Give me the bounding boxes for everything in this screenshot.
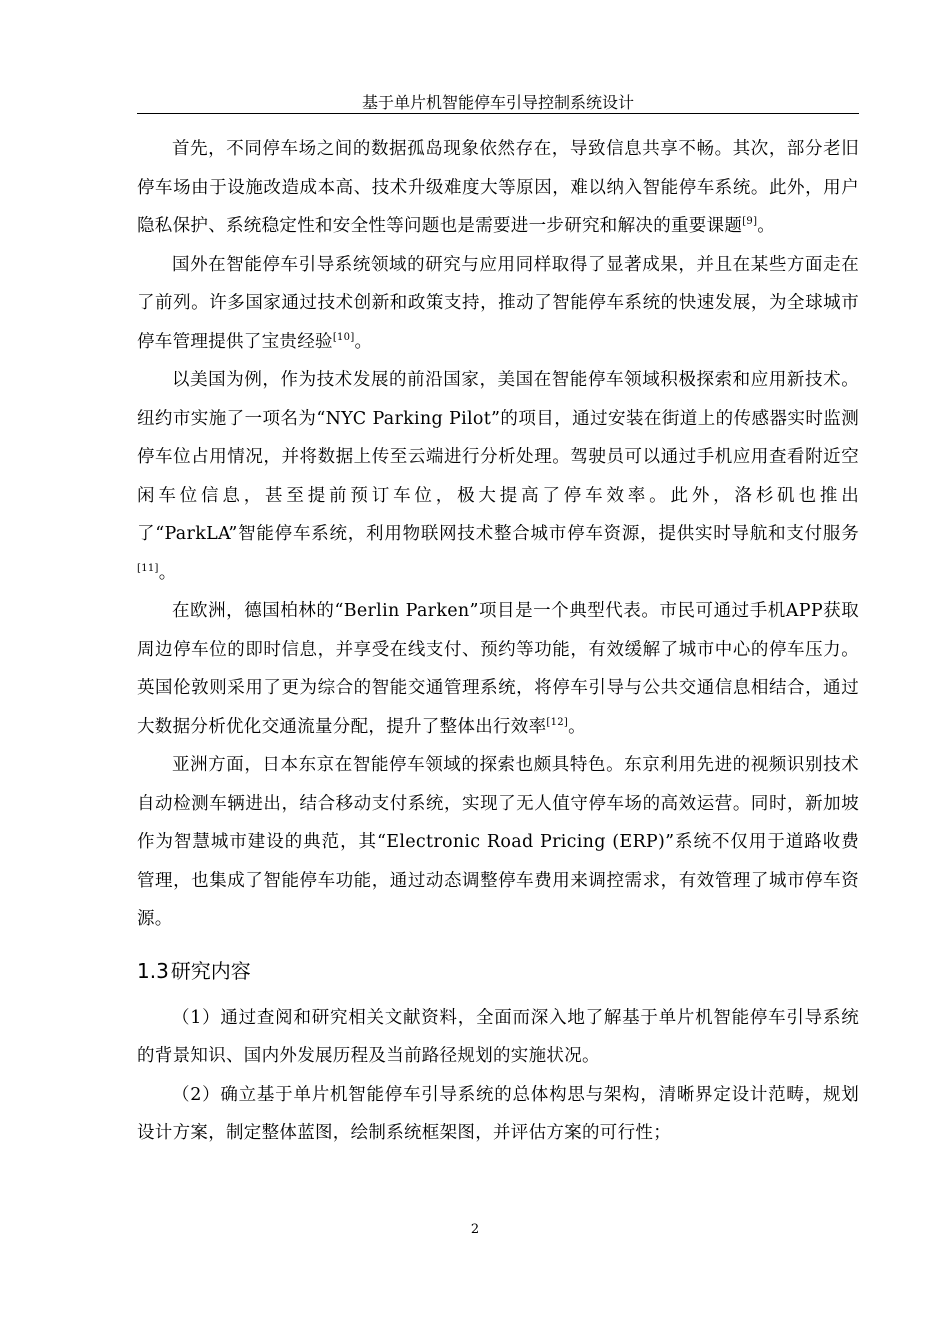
header-rule bbox=[137, 113, 859, 114]
citation: [12] bbox=[546, 716, 569, 728]
paragraph-text: 以美国为例，作为技术发展的前沿国家，美国在智能停车领域积极探索和应用新技术。纽约市实施了一项名为“NYC Parking Pilot”的项目，通过安装在街道上的传感器实时监测停车位占用情况，并将数据上传至云端进行分析处理。驾驶员可以通过手机应用查看附近空闲车位信息，甚至提前预订车位，极大提高了停车效率。此外，洛杉矶也推出了“ParkLA”智能停车系统，利用物联网技术整合城市停车资源，提供实时导航和支付服务 bbox=[137, 370, 859, 544]
section-number: 1.3 bbox=[137, 958, 169, 983]
paragraph-europe-example bbox=[137, 592, 859, 746]
paragraph-text: 国外在智能停车引导系统领域的研究与应用同样取得了显著成果，并且在某些方面走在了前列。许多国家通过技术创新和政策支持，推动了智能停车系统的快速发展，为全球城市停车管理提供了宝贵经验 bbox=[137, 254, 859, 352]
paragraph-usa-example bbox=[137, 361, 859, 592]
body-text bbox=[137, 130, 859, 1153]
paragraph-asia-example bbox=[137, 746, 859, 939]
running-header: 基于单片机智能停车引导控制系统设计 bbox=[361, 93, 634, 112]
paragraph-text: 亚洲方面，日本东京在智能停车领域的探索也颇具特色。东京利用先进的视频识别技术自动检测车辆进出，结合移动支付系统，实现了无人值守停车场的高效运营。同时，新加坡作为智慧城市建设的典范，其“Electronic Road Pricing (ERP)”系统不仅用于道路收费管理，也集成了智能停车功能，通过动态调整停车费用来调控需求，有效管理了城市停车资源。 bbox=[137, 755, 859, 929]
paragraph-foreign-research bbox=[137, 246, 859, 362]
paragraph-end: 。 bbox=[158, 562, 177, 583]
paragraph-end: 。 bbox=[354, 331, 373, 352]
citation: [9] bbox=[742, 216, 758, 227]
list-item: （2）确立基于单片机智能停车引导系统的总体构思与架构，清晰界定设计范畴，规划设计方案，制定整体蓝图，绘制系统框架图，并评估方案的可行性； bbox=[137, 1084, 859, 1143]
paragraph-data-silos bbox=[137, 130, 859, 246]
citation: [11] bbox=[137, 562, 159, 574]
paragraph-end: 。 bbox=[757, 216, 776, 236]
citation: [10] bbox=[332, 331, 355, 343]
list-item: （1）通过查阅和研究相关文献资料，全面而深入地了解基于单片机智能停车引导系统的背景知识、国内外发展历程及当前路径规划的实施状况。 bbox=[137, 1007, 859, 1066]
paragraph-text: 在欧洲，德国柏林的“Berlin Parken”项目是一个典型代表。市民可通过手机APP获取周边停车位的即时信息，并享受在线支付、预约等功能，有效缓解了城市中心的停车压力。英国伦敦则采用了更为综合的智能交通管理系统，将停车引导与公共交通信息相结合，通过大数据分析优化交通流量分配，提升了整体出行效率 bbox=[137, 601, 859, 737]
paragraph-text: 首先，不同停车场之间的数据孤岛现象依然存在，导致信息共享不畅。其次，部分老旧停车场由于设施改造成本高、技术升级难度大等原因，难以纳入智能停车系统。此外，用户隐私保护、系统稳定性和安全性等问题也是需要进一步研究和解决的重要课题 bbox=[137, 139, 859, 236]
paragraph-end: 。 bbox=[568, 716, 586, 737]
page-number: 2 bbox=[470, 1222, 480, 1237]
section-heading bbox=[137, 951, 859, 991]
section-title: 研究内容 bbox=[170, 958, 251, 983]
